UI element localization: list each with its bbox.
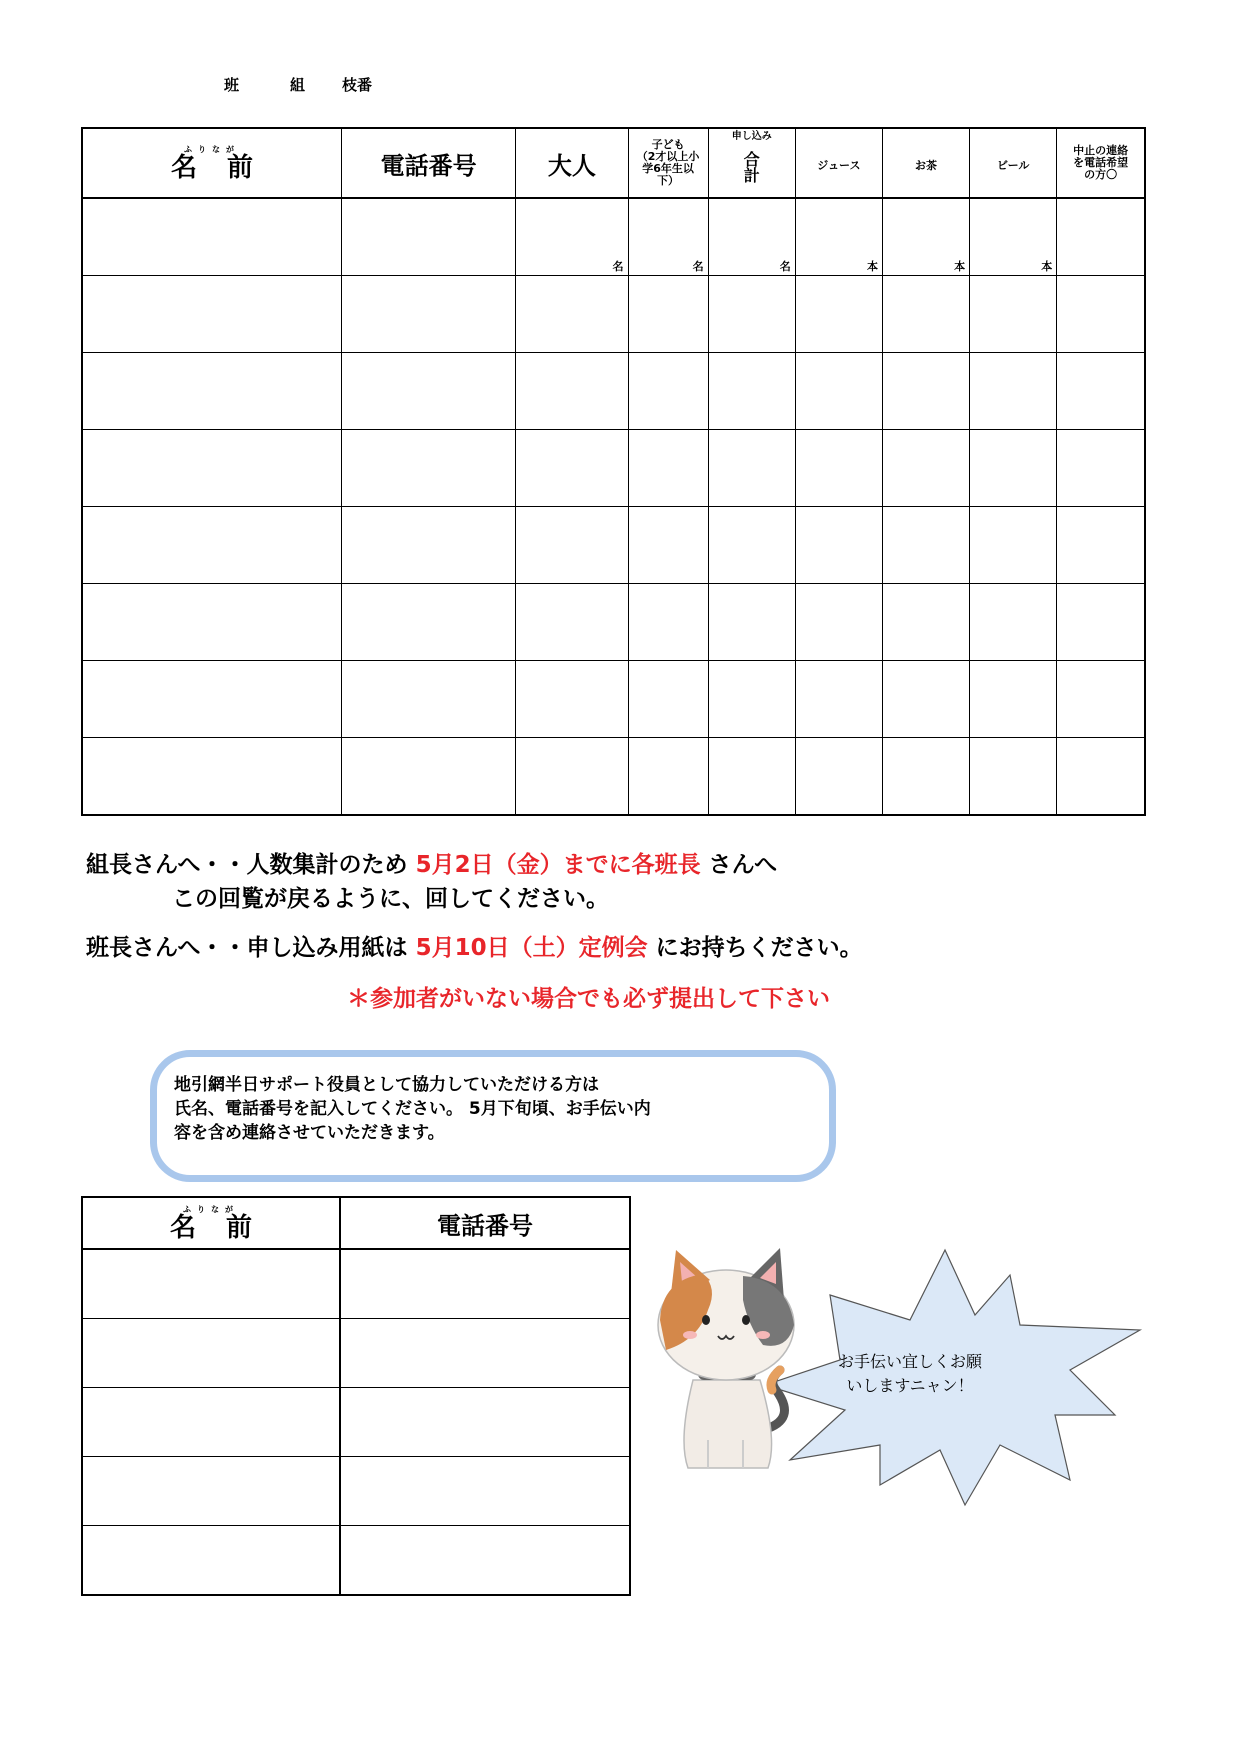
cancel-column-header — [1057, 128, 1145, 198]
total-cell[interactable] — [708, 430, 795, 507]
phone-cell[interactable] — [341, 353, 515, 430]
volunteer-name-cell[interactable] — [82, 1319, 340, 1388]
cancel-cell[interactable] — [1057, 353, 1145, 430]
table-row — [82, 584, 1145, 661]
adult-cell[interactable] — [516, 738, 628, 816]
juice-cell[interactable] — [795, 276, 882, 353]
table-row — [82, 1319, 630, 1388]
volunteer-phone-label: 電話番号 — [437, 1211, 533, 1240]
adult-cell[interactable] — [516, 507, 628, 584]
juice-cell[interactable] — [795, 430, 882, 507]
child-cell[interactable] — [628, 198, 708, 276]
phone-cell[interactable] — [341, 276, 515, 353]
beer-cell[interactable] — [970, 276, 1057, 353]
phone-cell[interactable] — [341, 738, 515, 816]
total-cell[interactable] — [708, 198, 795, 276]
name-cell[interactable] — [82, 738, 341, 816]
deadline-highlight: 5月2日（金）までに各班長 — [415, 852, 701, 878]
table-row — [82, 661, 1145, 738]
table-row — [82, 1388, 630, 1457]
cancel-cell[interactable] — [1057, 661, 1145, 738]
adult-cell[interactable] — [516, 198, 628, 276]
cancel-cell[interactable] — [1057, 430, 1145, 507]
cancel-cell[interactable] — [1057, 276, 1145, 353]
name-cell[interactable] — [82, 661, 341, 738]
volunteer-phone-cell[interactable] — [340, 1249, 630, 1319]
phone-cell[interactable] — [341, 661, 515, 738]
volunteer-name-cell[interactable] — [82, 1388, 340, 1457]
child-cell[interactable] — [628, 353, 708, 430]
beer-header-label: ビール — [997, 158, 1030, 172]
total-header-line: 計 — [743, 166, 760, 185]
child-header-line: 下） — [657, 174, 680, 187]
message-text: 班長さんへ・・申し込み用紙は — [86, 935, 408, 961]
beer-cell[interactable] — [970, 507, 1057, 584]
cat-speech-line: お手伝い宜しくお願 — [837, 1352, 982, 1371]
total-cell[interactable] — [708, 584, 795, 661]
cancel-header-label — [1057, 145, 1144, 181]
child-column-header — [628, 128, 708, 198]
volunteer-name-cell[interactable] — [82, 1249, 340, 1319]
table-row — [82, 1457, 630, 1526]
tea-cell[interactable] — [882, 276, 969, 353]
name-cell[interactable] — [82, 198, 341, 276]
adult-column-header — [516, 128, 628, 198]
adult-cell[interactable] — [516, 353, 628, 430]
kumi-label: 組 — [290, 76, 306, 94]
meeting-highlight: 5月10日（土）定例会 — [415, 935, 648, 961]
juice-header-label: ジュース — [817, 158, 861, 172]
cancel-header-line: の方〇 — [1084, 168, 1118, 181]
child-header-line: （2才以上小 — [636, 150, 700, 163]
total-header-line: 合 — [743, 150, 760, 169]
volunteer-name-cell[interactable] — [82, 1526, 340, 1596]
total-column-header — [708, 128, 795, 198]
adult-cell[interactable] — [516, 430, 628, 507]
info-line: 地引網半日サポート役員として協力していただける方は — [174, 1075, 599, 1095]
name-cell[interactable] — [82, 507, 341, 584]
phone-cell[interactable] — [341, 198, 515, 276]
total-cell[interactable] — [708, 353, 795, 430]
juice-cell[interactable] — [795, 353, 882, 430]
tea-cell[interactable] — [882, 198, 969, 276]
application-table — [81, 127, 1146, 816]
message-line-1 — [86, 846, 777, 879]
phone-cell[interactable] — [341, 430, 515, 507]
name-cell[interactable] — [82, 584, 341, 661]
child-cell[interactable] — [628, 738, 708, 816]
total-cell[interactable] — [708, 661, 795, 738]
tea-cell[interactable] — [882, 661, 969, 738]
name-cell[interactable] — [82, 430, 341, 507]
juice-column-header — [795, 128, 882, 198]
total-cell[interactable] — [708, 507, 795, 584]
volunteer-name-cell[interactable] — [82, 1457, 340, 1526]
table-row — [82, 198, 1145, 276]
juice-cell[interactable] — [795, 584, 882, 661]
cancel-cell[interactable] — [1057, 198, 1145, 276]
tea-column-header — [882, 128, 969, 198]
volunteer-phone-cell[interactable] — [340, 1457, 630, 1526]
cancel-cell[interactable] — [1057, 507, 1145, 584]
cat-speech-text — [820, 1350, 1000, 1398]
name-cell[interactable] — [82, 276, 341, 353]
message-text: さんへ — [708, 852, 778, 878]
calico-cat-icon — [648, 1240, 808, 1480]
volunteer-table — [81, 1196, 631, 1596]
child-header-line: 子ども — [651, 138, 685, 151]
table-row — [82, 430, 1145, 507]
volunteer-phone-cell[interactable] — [340, 1319, 630, 1388]
message-line-2: この回覧が戻るように、回してください。 — [172, 886, 609, 912]
table-row — [82, 1249, 630, 1319]
total-header-top: 申し込み — [731, 131, 772, 142]
adult-cell[interactable] — [516, 661, 628, 738]
cancel-cell[interactable] — [1057, 738, 1145, 816]
juice-cell[interactable] — [795, 198, 882, 276]
child-cell[interactable] — [628, 584, 708, 661]
tea-cell[interactable] — [882, 738, 969, 816]
beer-cell[interactable] — [970, 430, 1057, 507]
info-line: 氏名、電話番号を記入してください。 5月下旬頃、お手伝い内 — [174, 1099, 651, 1119]
juice-cell[interactable] — [795, 738, 882, 816]
child-header-line: 学6年生以 — [642, 162, 694, 175]
juice-cell[interactable] — [795, 507, 882, 584]
adult-cell[interactable] — [516, 276, 628, 353]
table-row — [82, 738, 1145, 816]
total-header-label — [709, 152, 795, 184]
tea-cell[interactable] — [882, 584, 969, 661]
info-line: 容を含め連絡させていただきます。 — [174, 1123, 445, 1143]
table-row — [82, 276, 1145, 353]
volunteer-name-header — [82, 1197, 340, 1249]
cancel-cell[interactable] — [1057, 584, 1145, 661]
message-line-3 — [86, 929, 863, 962]
name-column-header — [82, 128, 341, 198]
child-cell[interactable] — [628, 661, 708, 738]
table-row — [82, 353, 1145, 430]
volunteer-name-label: 名前 — [169, 1212, 282, 1243]
table-row — [82, 507, 1145, 584]
phone-cell[interactable] — [341, 507, 515, 584]
volunteer-phone-cell[interactable] — [340, 1526, 630, 1596]
tea-header-label: お茶 — [915, 158, 938, 172]
cancel-header-line: 中止の連絡 — [1073, 144, 1129, 157]
volunteer-header-row — [82, 1197, 630, 1249]
phone-column-header — [341, 128, 515, 198]
adult-header-label: 大人 — [547, 151, 596, 180]
name-header-label: 名前 — [170, 152, 283, 183]
child-cell[interactable] — [628, 430, 708, 507]
unit-label: 名 — [692, 260, 704, 273]
adult-cell[interactable] — [516, 584, 628, 661]
juice-cell[interactable] — [795, 661, 882, 738]
han-label: 班 — [224, 76, 240, 94]
beer-cell[interactable] — [970, 584, 1057, 661]
child-header-label — [629, 139, 708, 187]
beer-cell[interactable] — [970, 661, 1057, 738]
volunteer-phone-cell[interactable] — [340, 1388, 630, 1457]
total-cell[interactable] — [708, 738, 795, 816]
name-furigana: ふりなが — [183, 144, 240, 154]
message-text: 組長さんへ・・人数集計のため — [86, 852, 408, 878]
child-cell[interactable] — [628, 276, 708, 353]
beer-column-header — [970, 128, 1057, 198]
unit-label: 本 — [866, 260, 878, 273]
cat-speech-line: いしますニャン！ — [846, 1376, 974, 1395]
name-cell[interactable] — [82, 353, 341, 430]
cancel-header-line: を電話希望 — [1073, 156, 1129, 169]
notice-line: ＊参加者がいない場合でも必ず提出して下さい — [347, 986, 830, 1012]
child-cell[interactable] — [628, 507, 708, 584]
message-text: にお持ちください。 — [655, 935, 863, 961]
tea-cell[interactable] — [882, 507, 969, 584]
beer-cell[interactable] — [970, 353, 1057, 430]
beer-cell[interactable] — [970, 738, 1057, 816]
total-cell[interactable] — [708, 276, 795, 353]
unit-label: 本 — [954, 260, 966, 273]
unit-label: 名 — [612, 260, 624, 273]
tea-cell[interactable] — [882, 430, 969, 507]
name-furigana: ふりなが — [183, 1204, 239, 1214]
beer-cell[interactable] — [970, 198, 1057, 276]
phone-cell[interactable] — [341, 584, 515, 661]
tea-cell[interactable] — [882, 353, 969, 430]
info-bubble-text — [174, 1073, 651, 1145]
table-header-row — [82, 128, 1145, 198]
table-row — [82, 1526, 630, 1596]
unit-label: 本 — [1041, 260, 1053, 273]
unit-label: 名 — [779, 260, 791, 273]
edaban-label: 枝番 — [342, 76, 373, 94]
phone-header-label: 電話番号 — [380, 151, 477, 180]
volunteer-phone-header — [340, 1197, 630, 1249]
